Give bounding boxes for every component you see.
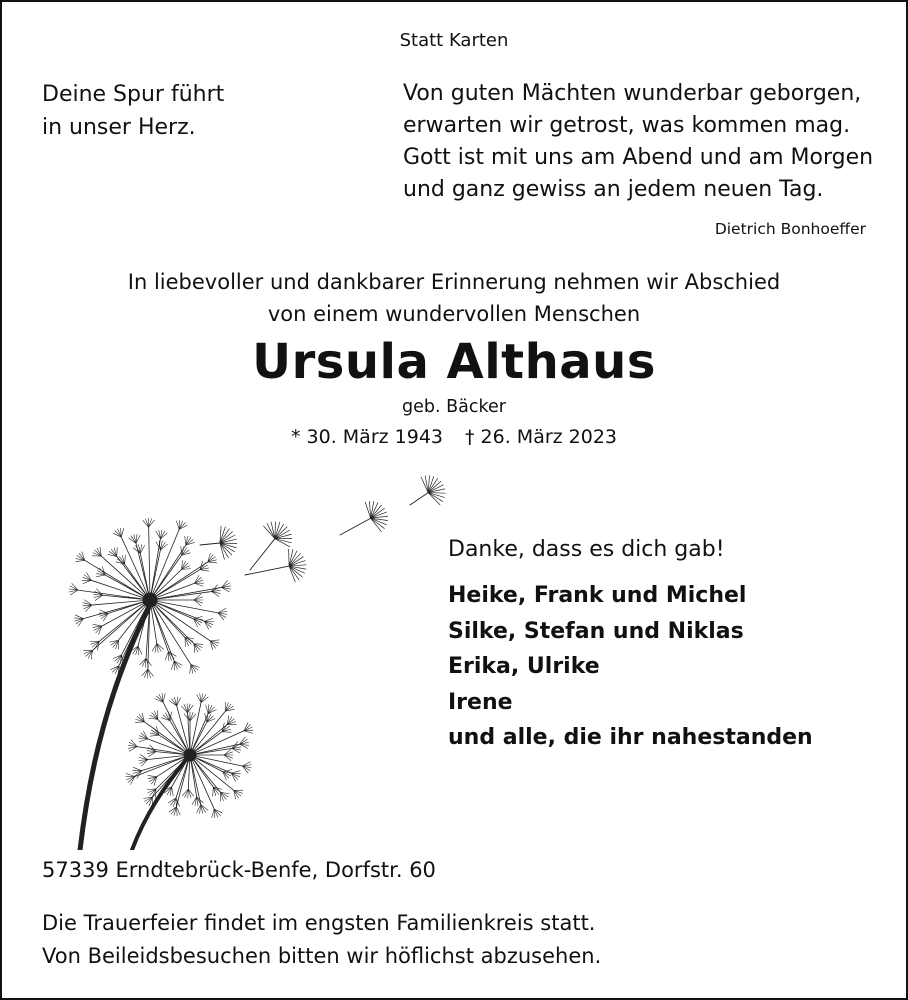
death-date: † 26. März 2023 [465, 426, 618, 448]
left-quote-line: in unser Herz. [42, 115, 196, 140]
poem-line: Gott ist mit uns am Abend und am Morgen [403, 145, 874, 170]
mourner-line: Silke, Stefan und Niklas [448, 618, 744, 644]
poem-author: Dietrich Bonhoeffer [714, 220, 866, 238]
birth-date: * 30. März 1943 [290, 426, 443, 448]
mourner-list [448, 578, 813, 756]
mourner-line: Erika, Ulrike [448, 654, 600, 679]
intro-text [0, 266, 908, 330]
left-quote [42, 78, 224, 144]
notice-line: Die Trauerfeier findet im engsten Familienkreis statt. [42, 911, 596, 935]
address: 57339 Erndtebrück-Benfe, Dorfstr. 60 [42, 858, 436, 882]
mourner-line: Heike, Frank und Michel [448, 583, 747, 608]
birth-name: geb. Bäcker [402, 397, 506, 417]
thanks-line: Danke, dass es dich gab! [448, 537, 725, 562]
poem [403, 78, 873, 206]
poem-line: Von guten Mächten wunderbar geborgen, [403, 81, 862, 106]
funeral-notice [42, 907, 601, 973]
notice-line: Von Beileidsbesuchen bitten wir höflichst abzusehen. [42, 944, 602, 968]
mourner-line: Irene [448, 689, 513, 715]
life-dates [0, 426, 908, 448]
intro-line: von einem wundervollen Menschen [267, 302, 641, 326]
dandelion-illustration-icon [50, 465, 470, 850]
left-quote-line: Deine Spur führt [42, 82, 225, 107]
poem-line: erwarten wir getrost, was kommen mag. [403, 113, 851, 138]
poem-line: und ganz gewiss an jedem neuen Tag. [403, 177, 824, 202]
mourner-line: und alle, die ihr nahestanden [448, 725, 813, 750]
statt-karten-header: Statt Karten [399, 30, 509, 51]
deceased-name: Ursula Althaus [252, 334, 656, 390]
intro-line: In liebevoller und dankbarer Erinnerung nehmen wir Abschied [127, 270, 781, 294]
